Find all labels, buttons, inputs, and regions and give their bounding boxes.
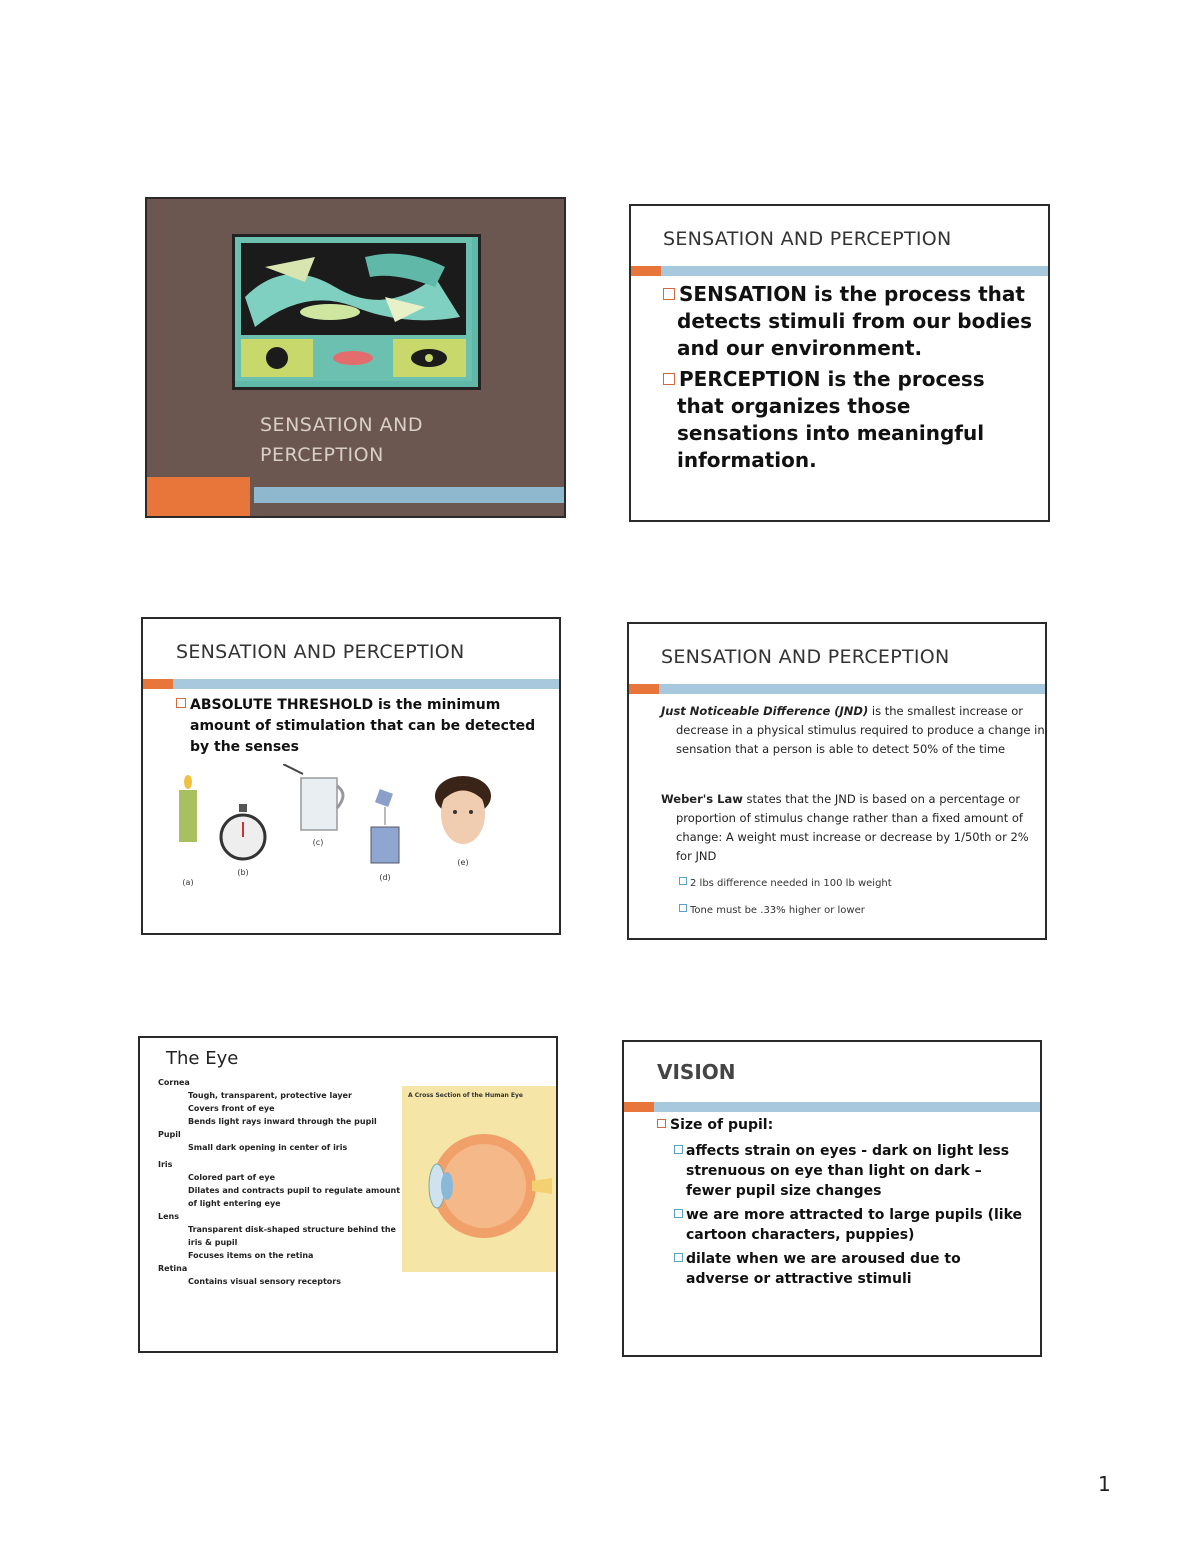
part-cornea: Cornea (158, 1078, 190, 1087)
eye-diagram (402, 1086, 557, 1272)
part-item: Dilates and contracts pupil to regulate amount of light entering eye (188, 1186, 401, 1208)
sugar-glass-icon: (d) (365, 789, 405, 899)
title-line-1: SENSATION AND (260, 414, 423, 436)
part-item: Focuses items on the retina (188, 1251, 314, 1260)
candle-icon: (a) (173, 774, 203, 874)
jnd-term: Just Noticeable Difference (JND) (661, 704, 869, 718)
jnd-paragraph: Just Noticeable Difference (JND) is the smallest increase or decrease in a physical stimulus required to produce a change in sensation that a person is able to detect 50% of the time (661, 704, 1045, 756)
bullet-list (663, 281, 1038, 474)
woodcut-artwork (232, 234, 481, 390)
diagram-title: A Cross Section of the Human Eye (408, 1092, 523, 1099)
slide-title: The Eye (166, 1048, 239, 1069)
sub-list (674, 1141, 1024, 1289)
slide-3 (141, 617, 561, 935)
title-underline (631, 266, 1048, 276)
slide-2 (629, 204, 1050, 522)
part-item: Colored part of eye (188, 1173, 275, 1182)
square-bullet-icon (679, 904, 687, 912)
sub-item: Tone must be .33% higher or lower (679, 904, 865, 916)
square-bullet-icon (176, 698, 186, 708)
title-underline (629, 684, 1045, 694)
bullet-item: PERCEPTION is the process that organizes those sensations into meaningful information. (663, 366, 1038, 474)
slide-title: SENSATION AND PERCEPTION (176, 641, 465, 663)
eye-cross-section-icon (402, 1086, 557, 1272)
weber-term: Weber's Law (661, 792, 743, 806)
slide-5 (138, 1036, 558, 1353)
blue-strip (254, 487, 566, 503)
square-bullet-icon (663, 288, 675, 300)
weber-paragraph: Weber's Law states that the JND is based on a percentage or proportion of stimulus change rather than a fixed amount of change: A weight must increase or decrease by 1/50th or 2% for JND (661, 792, 1029, 863)
orange-accent (143, 679, 173, 689)
bullet-item: SENSATION is the process that detects stimuli from our bodies and our environment. (663, 281, 1038, 362)
sub-item: we are more attracted to large pupils (like cartoon characters, puppies) (674, 1205, 1024, 1245)
sub-item: affects strain on eyes - dark on light less strenuous on eye than light on dark – fewer pupil size changes (674, 1141, 1024, 1201)
orange-block (147, 477, 250, 518)
title-line-2: PERCEPTION (260, 444, 384, 466)
part-retina: Retina (158, 1264, 188, 1273)
orange-accent (629, 684, 659, 694)
measuring-cup-icon: (c) (283, 764, 353, 864)
orange-accent (624, 1102, 654, 1112)
slide-title: SENSATION AND PERCEPTION (663, 228, 952, 250)
slide-1-title (145, 197, 566, 518)
part-item: Covers front of eye (188, 1104, 275, 1113)
stopwatch-icon: (b) (218, 804, 268, 894)
square-bullet-icon (679, 877, 687, 885)
part-iris: Iris (158, 1160, 173, 1169)
part-item: Contains visual sensory receptors (188, 1277, 341, 1286)
part-pupil: Pupil (158, 1130, 181, 1139)
title-underline (143, 679, 559, 689)
orange-accent (631, 266, 661, 276)
square-bullet-icon (657, 1119, 666, 1128)
title-underline (624, 1102, 1040, 1112)
slide-title: SENSATION AND PERCEPTION (661, 646, 950, 668)
slide-6 (622, 1040, 1042, 1357)
square-bullet-icon (674, 1209, 683, 1218)
part-item: Tough, transparent, protective layer (188, 1091, 352, 1100)
face-icon: (e) (428, 774, 498, 884)
slide-4 (627, 622, 1047, 940)
artwork-illustration (235, 237, 472, 381)
part-item: Bends light rays inward through the pupil (188, 1117, 377, 1126)
part-item: Small dark opening in center of iris (188, 1143, 348, 1152)
bullet: Size of pupil: (657, 1117, 773, 1133)
eye-parts-list (158, 1076, 408, 1288)
sub-item: dilate when we are aroused due to adverse or attractive stimuli (674, 1249, 1024, 1289)
slide-title: VISION (657, 1060, 736, 1084)
square-bullet-icon (663, 373, 675, 385)
sub-item: 2 lbs difference needed in 100 lb weight (679, 877, 892, 889)
page-number: 1 (1098, 1472, 1111, 1496)
part-item: Transparent disk-shaped structure behind the iris & pupil (188, 1225, 396, 1247)
part-lens: Lens (158, 1212, 179, 1221)
square-bullet-icon (674, 1145, 683, 1154)
square-bullet-icon (674, 1253, 683, 1262)
bullet: ABSOLUTE THRESHOLD is the minimum amount of stimulation that can be detected by the senses (176, 695, 545, 758)
